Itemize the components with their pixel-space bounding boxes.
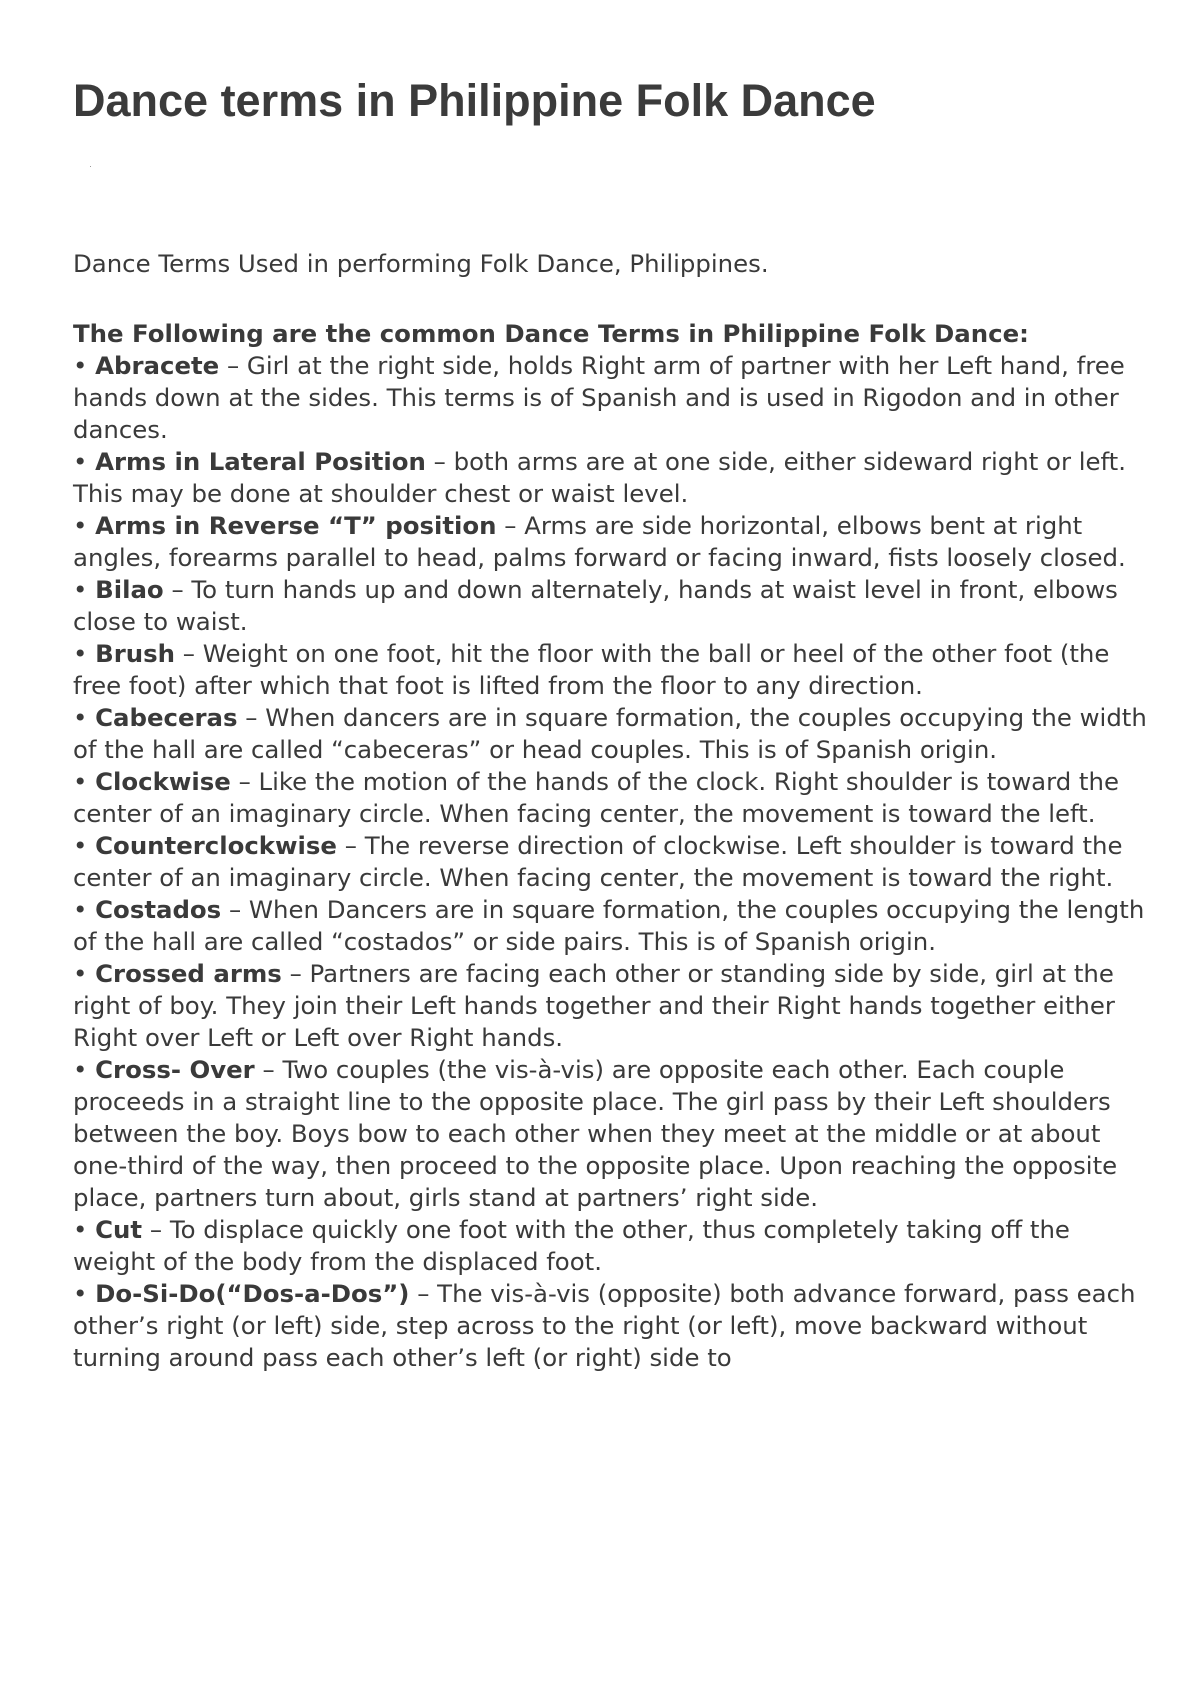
term-entry bbox=[73, 1214, 1148, 1278]
term-dash: – bbox=[504, 511, 517, 540]
bullet-marker: • bbox=[73, 767, 88, 796]
term-name: Arms in Reverse “T” position bbox=[95, 511, 497, 540]
term-entry bbox=[73, 894, 1148, 958]
term-name: Brush bbox=[95, 639, 176, 668]
term-name: Bilao bbox=[95, 575, 164, 604]
term-dash: – bbox=[182, 639, 195, 668]
term-name: Counterclockwise bbox=[95, 831, 337, 860]
term-definition: Partners are facing each other or standing side by side, girl at the right of boy. They join their Left hands together and their Right hands together either Right over Left or Left over Right hands. bbox=[73, 959, 1115, 1052]
term-definition: both arms are at one side, either sideward right or left. This may be done at shoulder chest or waist level. bbox=[73, 447, 1126, 508]
bullet-marker: • bbox=[73, 575, 88, 604]
document-body bbox=[73, 248, 1148, 1374]
term-dash: – bbox=[171, 575, 184, 604]
term-definition: The vis-à-vis (opposite) both advance forward, pass each other’s right (or left) side, step across to the right (or left), move backward without turning around pass each other’s left (or right) side to bbox=[73, 1279, 1136, 1372]
terms-heading: The Following are the common Dance Terms in Philippine Folk Dance: bbox=[73, 319, 1029, 348]
bullet-marker: • bbox=[73, 351, 88, 380]
term-dash: – bbox=[417, 1279, 430, 1308]
bullet-marker: • bbox=[73, 895, 88, 924]
term-dash: – bbox=[226, 351, 240, 380]
bullet-marker: • bbox=[73, 447, 88, 476]
bullet-marker: • bbox=[73, 703, 88, 732]
intro-paragraph: Dance Terms Used in performing Folk Dance, Philippines. bbox=[73, 249, 769, 278]
term-entry bbox=[73, 638, 1148, 702]
term-name: Cut bbox=[95, 1215, 143, 1244]
term-dash: – bbox=[238, 767, 251, 796]
term-definition: To turn hands up and down alternately, hands at waist level in front, elbows close to waist. bbox=[73, 575, 1118, 636]
bullet-marker: • bbox=[73, 511, 88, 540]
term-entry bbox=[73, 830, 1148, 894]
term-name: Costados bbox=[95, 895, 222, 924]
stray-dot bbox=[90, 166, 91, 167]
term-name: Arms in Lateral Position bbox=[95, 447, 426, 476]
term-definition: Like the motion of the hands of the clock. Right shoulder is toward the center of an imaginary circle. When facing center, the movement is toward the left. bbox=[73, 767, 1119, 828]
term-definition: Arms are side horizontal, elbows bent at right angles, forearms parallel to head, palms forward or facing inward, fists loosely closed. bbox=[73, 511, 1126, 572]
bullet-marker: • bbox=[73, 831, 88, 860]
term-entry bbox=[73, 1278, 1148, 1374]
term-name: Clockwise bbox=[95, 767, 231, 796]
term-dash: – bbox=[344, 831, 357, 860]
term-dash: – bbox=[433, 447, 446, 476]
term-entry bbox=[73, 446, 1148, 510]
term-definition: Girl at the right side, holds Right arm of partner with her Left hand, free hands down at the sides. This terms is of Spanish and is used in Rigodon and in other dances. bbox=[73, 351, 1125, 444]
term-dash: – bbox=[228, 895, 242, 924]
term-definition: Weight on one foot, hit the floor with the ball or heel of the other foot (the free foot) after which that foot is lifted from the floor to any direction. bbox=[73, 639, 1110, 700]
bullet-marker: • bbox=[73, 1055, 88, 1084]
term-dash: – bbox=[245, 703, 258, 732]
term-definition: Two couples (the vis-à-vis) are opposite each other. Each couple proceeds in a straight line to the opposite place. The girl pass by their Left shoulders between the boy. Boys bow to each other when they meet at the middle or at about one-third of the way, then proceed to the opposite place. Upon reaching the opposite place, partners turn about, girls stand at partners’ right side. bbox=[73, 1055, 1118, 1212]
bullet-marker: • bbox=[73, 639, 88, 668]
term-entry bbox=[73, 350, 1148, 446]
term-entry bbox=[73, 702, 1148, 766]
bullet-marker: • bbox=[73, 1215, 88, 1244]
term-name: Abracete bbox=[95, 351, 220, 380]
term-name: Cross- Over bbox=[95, 1055, 255, 1084]
term-entry bbox=[73, 766, 1148, 830]
term-entry bbox=[73, 958, 1148, 1054]
page-title: Dance terms in Philippine Folk Dance bbox=[73, 75, 876, 126]
terms-list bbox=[73, 350, 1148, 1374]
term-name: Cabeceras bbox=[95, 703, 238, 732]
bullet-marker: • bbox=[73, 959, 88, 988]
term-definition: When dancers are in square formation, the couples occupying the width of the hall are called “cabeceras” or head couples. This is of Spanish origin. bbox=[73, 703, 1147, 764]
term-dash: – bbox=[149, 1215, 163, 1244]
term-name: Crossed arms bbox=[95, 959, 282, 988]
term-entry bbox=[73, 1054, 1148, 1214]
term-entry bbox=[73, 574, 1148, 638]
term-name: Do-Si-Do(“Dos-a-Dos”) bbox=[95, 1279, 410, 1308]
term-dash: – bbox=[262, 1055, 275, 1084]
term-definition: The reverse direction of clockwise. Left shoulder is toward the center of an imaginary circle. When facing center, the movement is toward the right. bbox=[73, 831, 1123, 892]
term-dash: – bbox=[289, 959, 302, 988]
term-definition: To displace quickly one foot with the other, thus completely taking off the weight of the body from the displaced foot. bbox=[73, 1215, 1070, 1276]
term-entry bbox=[73, 510, 1148, 574]
bullet-marker: • bbox=[73, 1279, 88, 1308]
term-definition: When Dancers are in square formation, the couples occupying the length of the hall are called “costados” or side pairs. This is of Spanish origin. bbox=[73, 895, 1145, 956]
